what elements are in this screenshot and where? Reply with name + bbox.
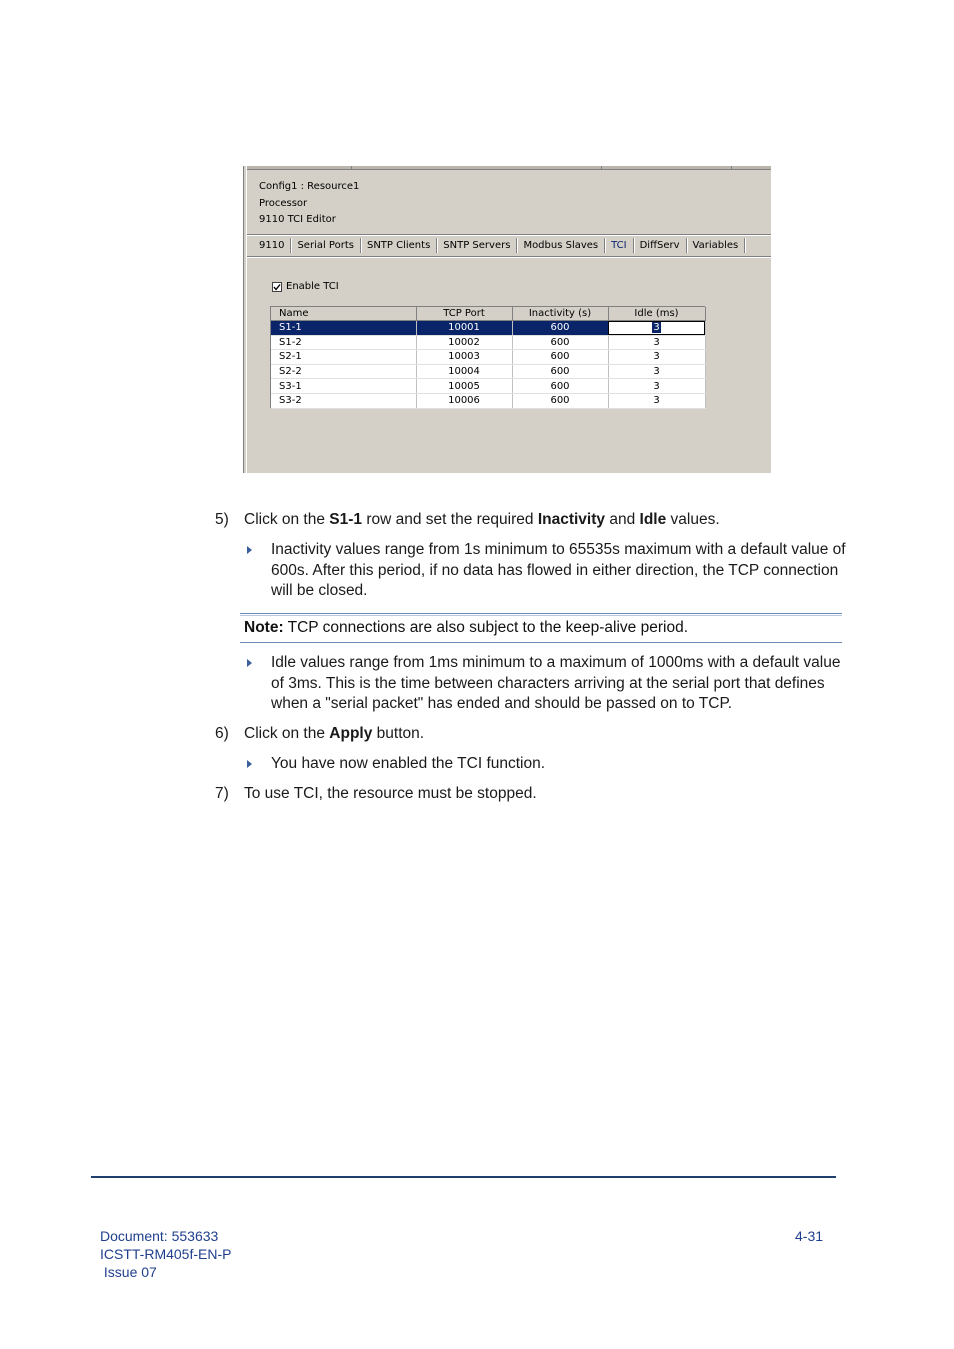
enable-tci-label: Enable TCI: [286, 281, 339, 292]
cell-name[interactable]: S2-2: [271, 364, 416, 379]
note-box: [240, 613, 842, 643]
cell-name[interactable]: S3-2: [271, 393, 416, 408]
col-header-name[interactable]: Name: [271, 307, 416, 321]
path-line-config: Config1 : Resource1: [259, 181, 360, 192]
tab-sntp-servers[interactable]: SNTP Servers: [437, 238, 517, 253]
step-5-part: values.: [666, 511, 720, 528]
resource-path: [259, 179, 359, 229]
table-row[interactable]: [271, 364, 705, 379]
bullet-arrow-icon: [247, 754, 253, 774]
cell-tcp-port[interactable]: 10004: [416, 364, 512, 379]
bullet-arrow-icon: [247, 540, 253, 560]
cell-tcp-port[interactable]: 10006: [416, 393, 512, 408]
footer-document-code: ICSTT-RM405f-EN-P: [100, 1246, 232, 1262]
checkbox-box[interactable]: [272, 282, 282, 292]
editor-tabs: [253, 238, 745, 255]
path-separator: [247, 234, 771, 236]
tab-9110[interactable]: 9110: [253, 238, 291, 253]
window-left-border: [243, 166, 247, 473]
step-5-idle: Idle: [639, 511, 667, 528]
tab-serial-ports[interactable]: Serial Ports: [291, 238, 361, 253]
footer-issue: Issue 07: [100, 1264, 157, 1280]
note-label: Note:: [244, 619, 284, 636]
table-row[interactable]: [271, 393, 705, 408]
cell-idle-editing[interactable]: [608, 321, 705, 336]
tci-ports-grid: [270, 306, 706, 409]
idle-edit-value[interactable]: 3: [653, 322, 660, 334]
note-text: TCP connections are also subject to the keep-alive period.: [283, 619, 688, 636]
tab-diffserv[interactable]: DiffServ: [634, 238, 687, 253]
step-5-row-name: S1-1: [329, 511, 363, 528]
cell-inactivity[interactable]: 600: [512, 321, 608, 336]
table-row[interactable]: [271, 350, 705, 365]
cell-inactivity[interactable]: 600: [512, 335, 608, 350]
note-rule: [240, 615, 842, 616]
tab-tci[interactable]: TCI: [605, 238, 633, 253]
cell-inactivity[interactable]: 600: [512, 350, 608, 365]
cell-idle[interactable]: 3: [608, 335, 705, 350]
cell-name[interactable]: S3-1: [271, 379, 416, 394]
table-row[interactable]: [271, 321, 705, 336]
cell-tcp-port[interactable]: 10003: [416, 350, 512, 365]
step-5-text: [244, 510, 844, 531]
step-5-number: 5): [215, 511, 229, 528]
cell-idle[interactable]: 3: [608, 364, 705, 379]
cell-inactivity[interactable]: 600: [512, 379, 608, 394]
footer-doc-info: [100, 1227, 231, 1281]
path-line-processor: Processor: [259, 197, 308, 209]
enable-tci-checkbox[interactable]: [272, 281, 339, 292]
step-5-part: and: [605, 511, 640, 528]
col-header-inactivity[interactable]: Inactivity (s): [512, 307, 608, 321]
cell-tcp-port[interactable]: 10002: [416, 335, 512, 350]
cell-idle[interactable]: 3: [608, 393, 705, 408]
table-row[interactable]: [271, 379, 705, 394]
tci-ports-table: [271, 307, 706, 409]
cell-name[interactable]: S1-1: [271, 321, 416, 336]
bullet-arrow-icon: [247, 653, 253, 673]
cell-tcp-port[interactable]: 10001: [416, 321, 512, 336]
cell-name[interactable]: S1-2: [271, 335, 416, 350]
cell-inactivity[interactable]: 600: [512, 393, 608, 408]
step-5-part: row and set the required: [362, 511, 538, 528]
step-6-part: Click on the: [244, 725, 330, 742]
step-5-inactivity: Inactivity: [537, 511, 606, 528]
tab-modbus-slaves[interactable]: Modbus Slaves: [517, 238, 605, 253]
step-5-part: Click on the: [244, 511, 330, 528]
cell-tcp-port[interactable]: 10005: [416, 379, 512, 394]
tab-baseline: [247, 256, 771, 258]
tab-variables[interactable]: Variables: [687, 238, 746, 253]
path-line-editor: 9110 TCI Editor: [259, 214, 336, 225]
tci-editor-screenshot: [243, 166, 771, 473]
checkmark-icon: [273, 283, 281, 291]
table-header-row: [271, 307, 705, 321]
footer-document-number: Document: 553633: [100, 1228, 219, 1244]
step-7-text: To use TCI, the resource must be stopped.: [244, 785, 537, 802]
step-7-number: 7): [215, 785, 229, 802]
cell-idle[interactable]: 3: [608, 379, 705, 394]
window-top-strip: [247, 166, 771, 170]
step-6-text: [244, 724, 844, 745]
idle-bullet-text: Idle values range from 1ms minimum to a maximum of 1000ms with a default value of 3ms. This is the time between characters arriving at the serial port that defines when a "serial packet" has ended and should be passed on to TCP.: [271, 654, 841, 712]
col-header-idle[interactable]: Idle (ms): [608, 307, 705, 321]
cell-idle[interactable]: 3: [608, 350, 705, 365]
footer-page-number: 4-31: [795, 1228, 824, 1244]
tab-sntp-clients[interactable]: SNTP Clients: [361, 238, 437, 253]
cell-inactivity[interactable]: 600: [512, 364, 608, 379]
step-6-number: 6): [215, 725, 229, 742]
col-header-tcp-port[interactable]: TCP Port: [416, 307, 512, 321]
cell-name[interactable]: S2-1: [271, 350, 416, 365]
enabled-bullet-text: You have now enabled the TCI function.: [271, 755, 546, 772]
inactivity-bullet-text: Inactivity values range from 1s minimum to 65535s maximum with a default value of 600s. After this period, if no data has flowed in either direction, the TCP connection will be closed.: [271, 541, 846, 599]
footer-rule: [91, 1176, 836, 1178]
step-6-apply: Apply: [329, 725, 373, 742]
step-6-part: button.: [372, 725, 425, 742]
table-row[interactable]: [271, 335, 705, 350]
